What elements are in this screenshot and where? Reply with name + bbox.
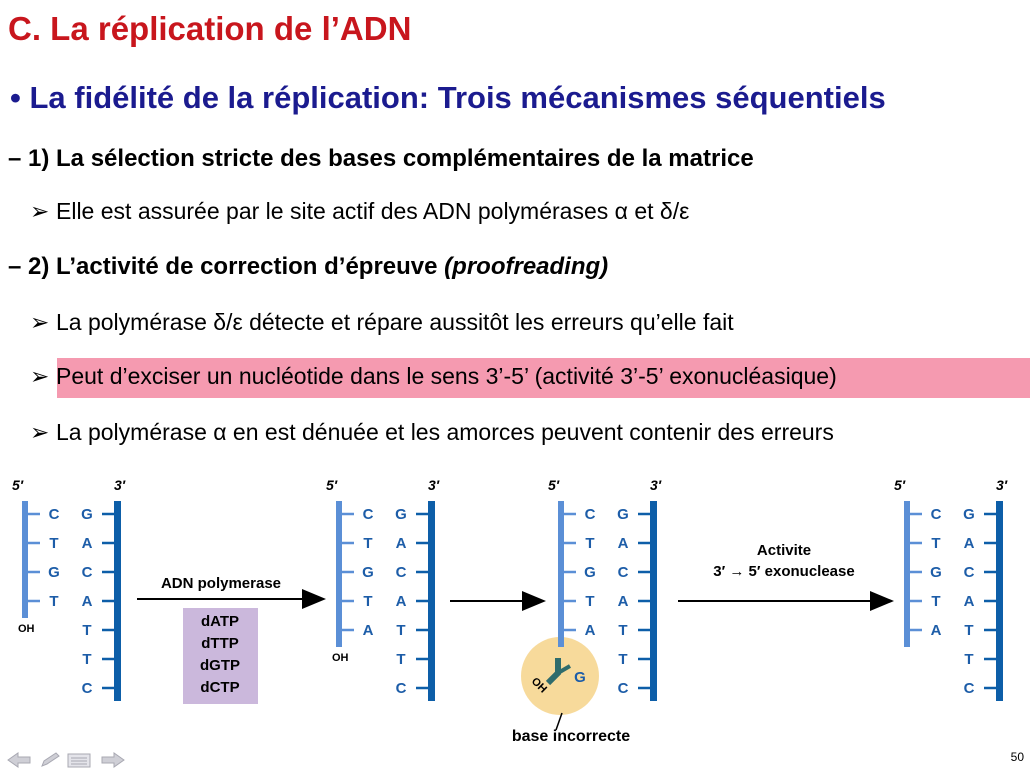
bullet-arrow-icon: ➢ (30, 309, 50, 335)
primer-base: G (930, 564, 942, 581)
template-base: A (963, 535, 975, 552)
template-base: T (618, 651, 628, 668)
primer-strand-backbone (336, 501, 342, 647)
section2-heading-main: – 2) L’activité de correction d’épreuve (8, 253, 445, 280)
menu-icon[interactable] (68, 754, 90, 767)
primer-base: T (49, 535, 59, 552)
arrow-left-icon[interactable] (8, 753, 30, 767)
template-base: G (617, 506, 629, 523)
template-base: G (963, 506, 975, 523)
template-base: T (396, 651, 406, 668)
primer-base: T (49, 593, 59, 610)
oh-label: OH (528, 675, 549, 696)
incorrect-base-label: base incorrecte (511, 728, 631, 745)
primer-base: T (931, 535, 941, 552)
template-base: T (396, 622, 406, 639)
oh-label: OH (18, 623, 35, 635)
template-base: A (81, 535, 93, 552)
five-prime-label: 5′ (894, 477, 906, 493)
slide-subtitle: • La fidélité de la réplication: Trois mécanismes séquentiels (10, 80, 886, 115)
template-base: T (618, 622, 628, 639)
template-base: T (82, 651, 92, 668)
primer-base: T (363, 593, 373, 610)
section2-item-2 (30, 363, 837, 390)
dntp-label: dCTP (200, 679, 240, 696)
navigation-bar (6, 752, 136, 768)
template-base: C (963, 680, 975, 697)
three-prime-label: 3′ (428, 477, 440, 493)
template-strand-backbone (996, 501, 1003, 701)
template-base: C (81, 564, 93, 581)
oh-label: OH (332, 652, 349, 664)
section2-item-1 (30, 309, 734, 336)
primer-strand-backbone (22, 501, 28, 618)
template-base: C (81, 680, 93, 697)
section2-item-3 (30, 419, 834, 446)
section2-item-text: La polymérase δ/ε détecte et répare aussitôt les erreurs qu’elle fait (56, 309, 734, 335)
primer-base: T (363, 535, 373, 552)
primer-base: C (930, 506, 942, 523)
primer-base: A (930, 622, 942, 639)
primer-strand-backbone (558, 501, 564, 647)
template-base: A (395, 535, 407, 552)
primer-base: C (48, 506, 60, 523)
template-base: C (617, 564, 629, 581)
primer-base: T (931, 593, 941, 610)
template-strand-backbone (114, 501, 121, 701)
exonuclease-label-line1: Activite (756, 542, 812, 559)
slide-title: C. La réplication de l’ADN (8, 10, 412, 47)
page-number: 50 (1010, 750, 1024, 764)
template-base: A (395, 593, 407, 610)
primer-base: T (585, 535, 595, 552)
incorrect-base-halo (521, 637, 599, 715)
template-base: G (395, 506, 407, 523)
template-base: A (617, 535, 629, 552)
primer-base: C (362, 506, 374, 523)
primer-base: G (48, 564, 60, 581)
primer-base: T (585, 593, 595, 610)
three-prime-label: 3′ (996, 477, 1008, 493)
primer-base: A (584, 622, 596, 639)
five-prime-label: 5′ (326, 477, 338, 493)
template-base: A (963, 593, 975, 610)
template-base: C (395, 564, 407, 581)
bullet-arrow-icon: ➢ (30, 198, 50, 224)
dntp-label: dGTP (200, 657, 240, 674)
five-prime-label: 5′ (548, 477, 560, 493)
section2-item-text: Peut d’exciser un nucléotide dans le sens 3’-5’ (activité 3’-5’ exonucléasique) (56, 363, 837, 389)
five-prime-label: 5′ (12, 477, 24, 493)
proofreading-diagram (0, 468, 1030, 753)
enzyme-label: ADN polymerase (160, 575, 282, 592)
bullet-arrow-icon: ➢ (30, 363, 50, 389)
incorrect-base: G (574, 669, 586, 686)
section2-heading (8, 253, 608, 281)
primer-base: C (584, 506, 596, 523)
template-strand-backbone (650, 501, 657, 701)
template-base: T (964, 622, 974, 639)
section2-item-text: La polymérase α en est dénuée et les amorces peuvent contenir des erreurs (56, 419, 834, 445)
template-base: C (395, 680, 407, 697)
template-base: T (964, 651, 974, 668)
template-base: C (617, 680, 629, 697)
pen-icon[interactable] (42, 753, 59, 766)
dntp-label: dATP (200, 613, 240, 630)
section1-heading: – 1) La sélection stricte des bases complémentaires de la matrice (8, 145, 754, 172)
template-base: C (963, 564, 975, 581)
primer-base: A (362, 622, 374, 639)
section2-heading-italic: (proofreading) (444, 253, 609, 280)
primer-base: G (362, 564, 374, 581)
template-base: A (617, 593, 629, 610)
template-strand-backbone (428, 501, 435, 701)
section1-item (30, 198, 689, 225)
three-prime-label: 3′ (650, 477, 662, 493)
template-base: G (81, 506, 93, 523)
exonuclease-label-line2: 3′ → 5′ exonuclease (713, 563, 855, 580)
arrow-right-icon[interactable] (102, 753, 124, 767)
section1-item-text: Elle est assurée par le site actif des ADN polymérases α et δ/ε (56, 198, 690, 224)
template-base: A (81, 593, 93, 610)
bullet-arrow-icon: ➢ (30, 419, 50, 445)
dntp-label: dTTP (201, 635, 239, 652)
template-base: T (82, 622, 92, 639)
primer-base: G (584, 564, 596, 581)
primer-strand-backbone (904, 501, 910, 647)
three-prime-label: 3′ (114, 477, 126, 493)
